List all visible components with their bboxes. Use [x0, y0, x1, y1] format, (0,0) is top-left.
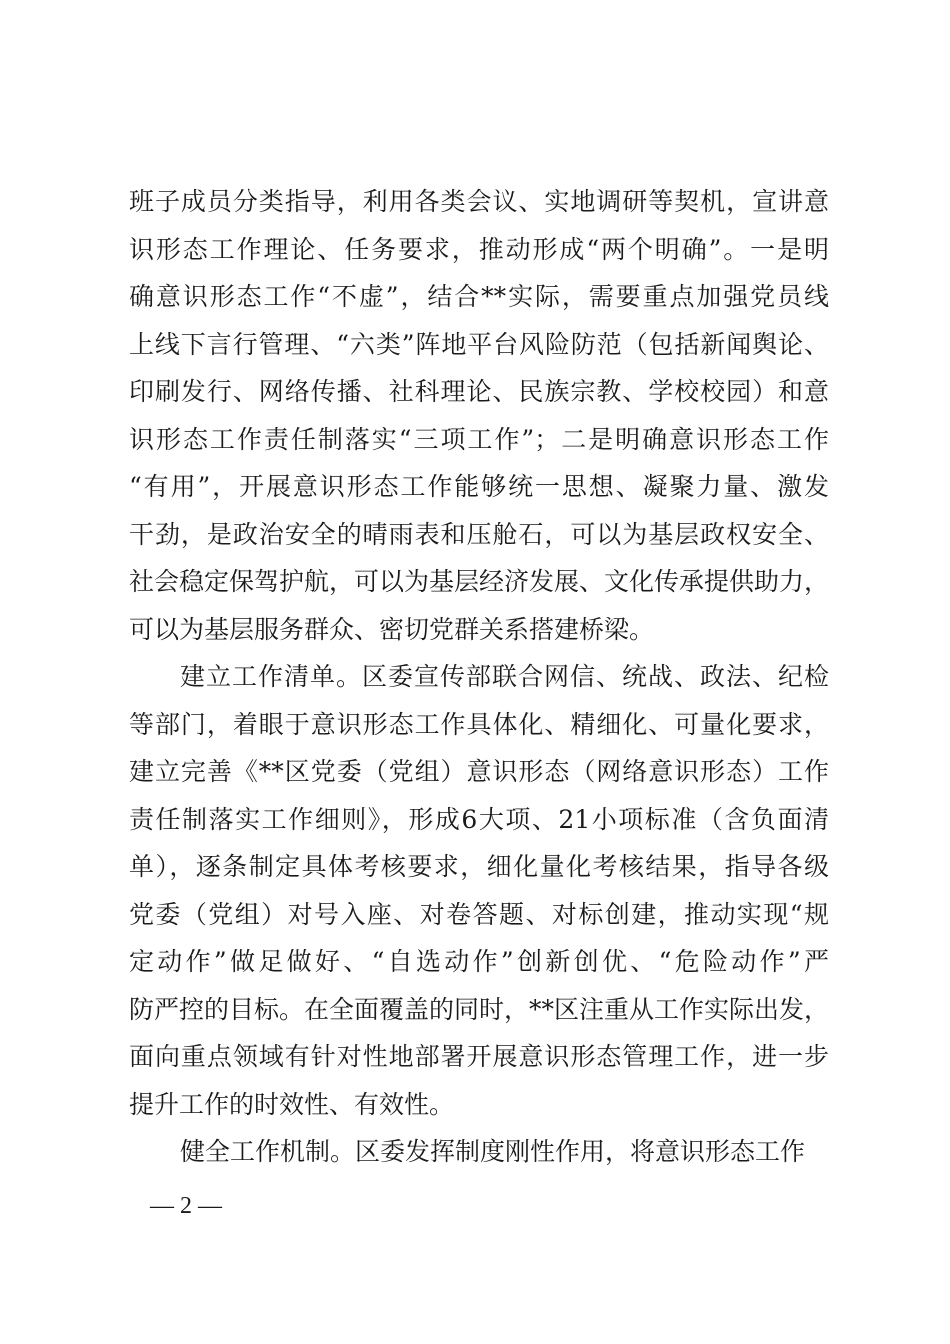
text-line: 干劲，是政治安全的晴雨表和压舱石，可以为基层政权安全、 — [129, 519, 829, 549]
text-line: 防严控的目标。在全面覆盖的同时，**区注重从工作实际出发， — [129, 994, 830, 1024]
paragraph-heading-line: 建立工作清单。区委宣传部联合网信、统战、政法、纪检 — [180, 662, 829, 691]
text-line: 面向重点领域有针对性地部署开展意识形态管理工作，进一步 — [129, 1042, 829, 1071]
body-text — [129, 178, 829, 1176]
text-line: 上线下言行管理、“六类”阵地平台风险防范（包括新闻舆论、 — [129, 329, 829, 359]
text-line: 党委（党组）对号入座、对卷答题、对标创建，推动实现“规 — [129, 899, 829, 929]
text-line: 识形态工作责任制落实“三项工作”；二是明确意识形态工作 — [129, 424, 829, 454]
text-line: 社会稳定保驾护航，可以为基层经济发展、文化传承提供助力， — [129, 567, 830, 596]
text-line: 可以为基层服务群众、密切党群关系搭建桥梁。 — [129, 614, 655, 644]
text-line: 等部门，着眼于意识形态工作具体化、精细化、可量化要求， — [129, 709, 829, 739]
text-line: 印刷发行、网络传播、社科理论、民族宗教、学校校园）和意 — [129, 377, 829, 406]
text-line: 定动作”做足做好、“自选动作”创新创优、“危险动作”严 — [129, 947, 829, 976]
page-number: — 2 — — [150, 1193, 222, 1219]
text-line: 建立完善《**区党委（党组）意识形态（网络意识形态）工作 — [129, 757, 829, 786]
text-line: 责任制落实工作细则》，形成6大项、21小项标准（含负面清 — [129, 804, 829, 834]
text-line: 单），逐条制定具体考核要求，细化量化考核结果，指导各级 — [129, 852, 829, 881]
text-line: 提升工作的时效性、有效性。 — [129, 1089, 455, 1119]
text-line: 班子成员分类指导，利用各类会议、实地调研等契机，宣讲意 — [129, 187, 829, 216]
text-line: “有用”，开展意识形态工作能够统一思想、凝聚力量、激发 — [129, 472, 829, 501]
paragraph-heading-line: 健全工作机制。区委发挥制度刚性作用，将意识形态工作 — [180, 1137, 806, 1166]
text-line: 识形态工作理论、任务要求，推动形成“两个明确”。一是明 — [129, 234, 829, 264]
text-line: 确意识形态工作“不虚”，结合**实际，需要重点加强党员线 — [129, 282, 829, 311]
